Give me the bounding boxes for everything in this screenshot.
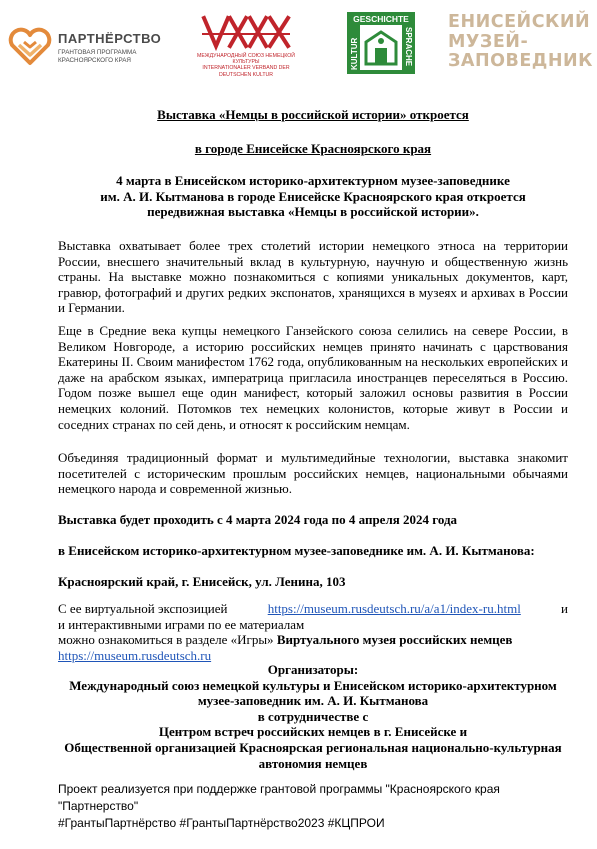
virtual-and-text: и [561,601,568,616]
virtual-exposition-block [58,601,568,663]
vdv-emblem-icon [200,12,292,52]
organizers-heading: Организаторы: [267,662,359,677]
virtual-museum-name: Виртуального музея российских немцев [276,632,513,648]
doc-title-line-1: Выставка «Немцы в российской истории» откроется [157,107,469,122]
organizers-line-4: Центром встреч российских немцев в г. Енисейске и [158,724,468,740]
organizers-line-6: автономия немцев [258,755,368,771]
organizers-block [58,662,568,771]
vdv-logo [196,12,296,78]
kultur-right-label: SPRACHE [404,27,413,67]
doc-title-line-2: в городе Енисейске Красноярского края [194,141,432,156]
museum-logo-line-3: ЗАПОВЕДНИК [448,51,593,71]
kultur-logo [347,12,415,74]
kultur-left-label: KULTUR [350,37,359,70]
virtual-line-1 [58,601,568,617]
exhibition-address: Красноярский край, г. Енисейск, ул. Ленина, 103 [58,574,346,589]
virtual-post-text: и интерактивными играми по ее материалам [58,616,305,632]
partnerstvo-logo [8,24,168,68]
virtual-museum-link[interactable]: https://museum.rusdeutsch.ru [58,647,212,663]
vdv-text [196,53,296,78]
organizers-line-2: музее-заповедник им. А. И. Кытманова [197,693,429,709]
virtual-exposition-link[interactable]: https://museum.rusdeutsch.ru/a/a1/index-ru.html [267,601,521,616]
body-paragraph-3: Объединяя традиционный формат и мультимедийные технологии, выставка знакомит посетителей с историческим прошлым российских немцев, национальными обычаями немецкого народа и современной жизнью. [58,450,568,497]
partnerstvo-title: ПАРТНЁРСТВО [58,31,162,46]
lead-line-3: передвижная выставка «Немцы в российской истории». [147,204,479,220]
support-line-1: Проект реализуется при поддержке грантовой программы "Красноярского края [58,782,500,796]
exhibition-venue: в Енисейском историко-архитектурном музее-заповеднике им. А. И. Кытманова: [58,543,535,558]
support-block [58,781,568,832]
hashtags: #ГрантыПартнёрство #ГрантыПартнёрство2023 #КЦПРОИ [58,816,385,830]
museum-logo [448,12,593,75]
logo-bar [0,0,597,86]
partnerstvo-heart-icon [8,26,52,66]
exhibition-dates: Выставка будет проходить с 4 марта 2024 года по 4 апреля 2024 года [58,512,458,527]
lead-paragraph [58,173,568,220]
lead-line-1: 4 марта в Енисейском историко-архитектурном музее-заповеднике [116,173,510,188]
kultur-top-label: GESCHICHTE [353,14,409,24]
body-paragraph-2: Еще в Средние века купцы немецкого Ганзейского союза селились на севере России, в Великом Новгороде, а историю российских немцев принято начинать с царствования Екатерины II. Своим манифестом 1762 года, опубликованным на нескольких европейских и даже на арабском языках, императрица пригласила иностранцев переселяться в Россию. Годом позже вышел еще один манифест, который заложил основы развития в России немецких колоний. Потомков тех немецких колонистов, которые живут в России и соседних странах по сей день, и относят к российским немцам. [58,323,568,432]
vdv-text-ru: МЕЖДУНАРОДНЫЙ СОЮЗ НЕМЕЦКОЙ КУЛЬТУРЫ [197,53,295,66]
organizers-line-5: Общественной организацией Красноярская региональная национально-культурная [64,739,562,755]
vdv-text-de: INTERNATIONALER VERBAND DER DEUTSCHEN KULTUR [202,65,290,78]
games-line [58,632,568,648]
support-line-2: "Партнерство" [58,799,139,813]
partnerstvo-subtitle: ГРАНТОВАЯ ПРОГРАММА КРАСНОЯРСКОГО КРАЯ [58,49,137,64]
lead-line-2: им. А. И. Кытманова в городе Енисейске Красноярского края откроется [100,188,526,204]
kultur-emblem-icon [347,12,415,74]
organizers-line-1: Международный союз немецкой культуры и Енисейском историко-архитектурном [69,677,557,693]
organizers-line-3: в сотрудничестве с [257,708,369,724]
museum-logo-line-2: МУЗЕЙ- [448,31,529,52]
body-paragraph-1: Выставка охватывает более трех столетий истории немецкого этноса на территории России, внесшего значительный вклад в культурную, научную и общественную жизнь страны. На выставке можно познакомиться с копиями уникальных документов, карт, гравюр, фотографий и других редких экспонатов, хранящихся в музеях и архивах в России и Германии. [58,238,568,316]
games-pre-text: можно ознакомиться в разделе «Игры» [58,632,274,648]
virtual-pre-text: С ее виртуальной экспозицией [58,601,228,616]
museum-logo-line-1: ЕНИСЕЙСКИЙ [448,12,591,32]
